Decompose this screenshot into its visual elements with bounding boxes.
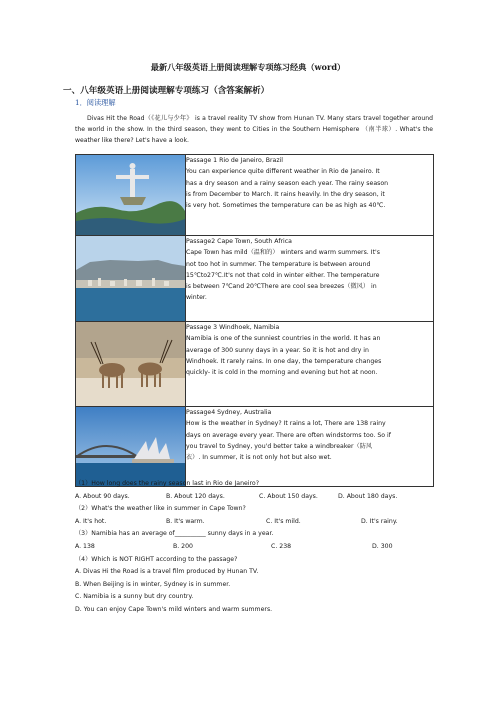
option-d: D. It's rainy. xyxy=(361,517,398,525)
passage-row xyxy=(76,236,434,322)
passage-image-cell xyxy=(76,236,186,322)
option-a: A. It's hot. xyxy=(75,517,107,525)
option-d: D. 300 xyxy=(372,542,393,550)
passage-line: average of 300 sunny days in a year. So it is hot and dry in xyxy=(186,346,369,354)
passage-line: How is the weather in Sydney? It rains a lot, There are 138 rainy xyxy=(186,420,386,428)
intro-text: Divas Hit the Road（《花儿与少年》 is a travel reality TV show from Hunan TV. Many stars travel together around the world in the show. In the third season, they went to Cities in the Southern Hemisphere （南半球）. What's the weather like there? Let's have a look. xyxy=(75,115,433,144)
section-heading: 一、八年级英语上册阅读理解专项练习（含答案解析） xyxy=(63,86,270,96)
question-stem: （2）What's the weather like in summer in Cape Town? xyxy=(75,505,246,513)
passage-line: not too hot in summer. The temperature is between around xyxy=(186,260,371,268)
passage-line: Windhoek. It rarely rains. In one day, the temperature changes xyxy=(186,357,382,365)
passage-line: is from December to March. It rains heavily. In the dry season, it xyxy=(186,190,385,198)
passage-line: quickly- it is cold in the morning and evening but hot at noon. xyxy=(186,369,378,377)
passages-table xyxy=(75,154,434,487)
cape-town-photo-graphic xyxy=(76,236,185,321)
passage-line: Passage2 Cape Town, South Africa xyxy=(186,238,292,245)
option-c: C. About 150 days. xyxy=(259,492,318,500)
intro-paragraph xyxy=(75,113,433,146)
option-c: C. 238 xyxy=(271,542,292,550)
option-a: A. Divas Hi the Road is a travel film produced by Hunan TV. xyxy=(75,568,259,576)
windhoek-oryx-photo xyxy=(76,322,185,406)
rio-de-janeiro-photo xyxy=(76,155,185,235)
option-b: B. 200 xyxy=(173,542,193,550)
passage-line: is very hot. Sometimes the temperature can be as high as 40℃. xyxy=(186,202,386,210)
option-d: D. You can enjoy Cape Town's mild winters and warm summers. xyxy=(75,605,273,613)
passage-image-cell xyxy=(76,407,186,487)
rio-photo-graphic xyxy=(76,155,185,235)
option-a: A. About 90 days. xyxy=(75,492,130,500)
subsection-heading: 1．阅读理解 xyxy=(75,98,116,107)
passage-line: Namibia is one of the sunniest countries in the world. It has an xyxy=(186,335,381,343)
passage-text-cell xyxy=(186,236,434,322)
question-stem: （3）Namibia has an average of__________ sunny days in a year. xyxy=(75,530,274,538)
option-b: B. It's warm. xyxy=(166,517,205,525)
passage-image-cell xyxy=(76,155,186,236)
passage-line: Passage 1 Rio de Janeiro, Brazil xyxy=(186,157,284,164)
question-stem: （4）Which is NOT RIGHT according to the passage? xyxy=(75,555,238,563)
sydney-photo-graphic xyxy=(76,407,185,486)
option-a: A. 138 xyxy=(75,542,95,550)
questions-block xyxy=(75,478,435,617)
passage-line: Cape Town has mild（温和的） winters and warm summers. It's xyxy=(186,249,380,257)
passage-line: is between 7℃and 20℃There are cool sea breezes（微风） in xyxy=(186,283,377,291)
passage-text-cell xyxy=(186,322,434,407)
passage-image-cell xyxy=(76,322,186,407)
option-d: D. About 180 days. xyxy=(338,492,398,500)
passage-line: Passage4 Sydney, Australia xyxy=(186,409,272,416)
document-title: 最新八年级英语上册阅读理解专项练习经典（word） xyxy=(150,62,346,72)
options-row xyxy=(75,516,435,529)
cape-town-photo xyxy=(76,236,185,321)
passage-line: You can experience quite different weather in Rio de Janeiro. It xyxy=(186,168,380,176)
passage-line: has a dry season and a rainy season each year. The rainy season xyxy=(186,179,389,187)
oryx-photo-graphic xyxy=(76,322,185,406)
option-b: B. When Beijing is in winter, Sydney is in summer. xyxy=(75,580,231,588)
passage-row xyxy=(76,407,434,487)
options-row xyxy=(75,491,435,504)
question-stem: （1）How long does the rainy season last in Rio de Janeiro? xyxy=(75,480,260,487)
passage-row xyxy=(76,322,434,407)
passage-line: you travel to Sydney, you'd better take a windbreaker（防风 xyxy=(186,442,373,450)
option-c: C. Namibia is a sunny but dry country. xyxy=(75,593,194,601)
passage-line: winter. xyxy=(186,294,207,302)
passage-line: 15℃to27℃.It's not that cold in winter either. The temperature xyxy=(186,271,380,279)
sydney-opera-house-photo xyxy=(76,407,185,486)
passage-row xyxy=(76,155,434,236)
options-row xyxy=(75,541,435,554)
option-b: B. About 120 days. xyxy=(166,492,225,500)
passage-line: 衣）. In summer, it is not only hot but also wet. xyxy=(186,454,332,462)
passage-text-cell xyxy=(186,155,434,236)
option-c: C. It's mild. xyxy=(266,517,301,525)
passage-text-cell xyxy=(186,407,434,487)
passage-line: Passage 3 Windhoek, Namibia xyxy=(186,324,280,331)
passage-line: days on average every year. There are often windstorms too. So if xyxy=(186,431,391,439)
